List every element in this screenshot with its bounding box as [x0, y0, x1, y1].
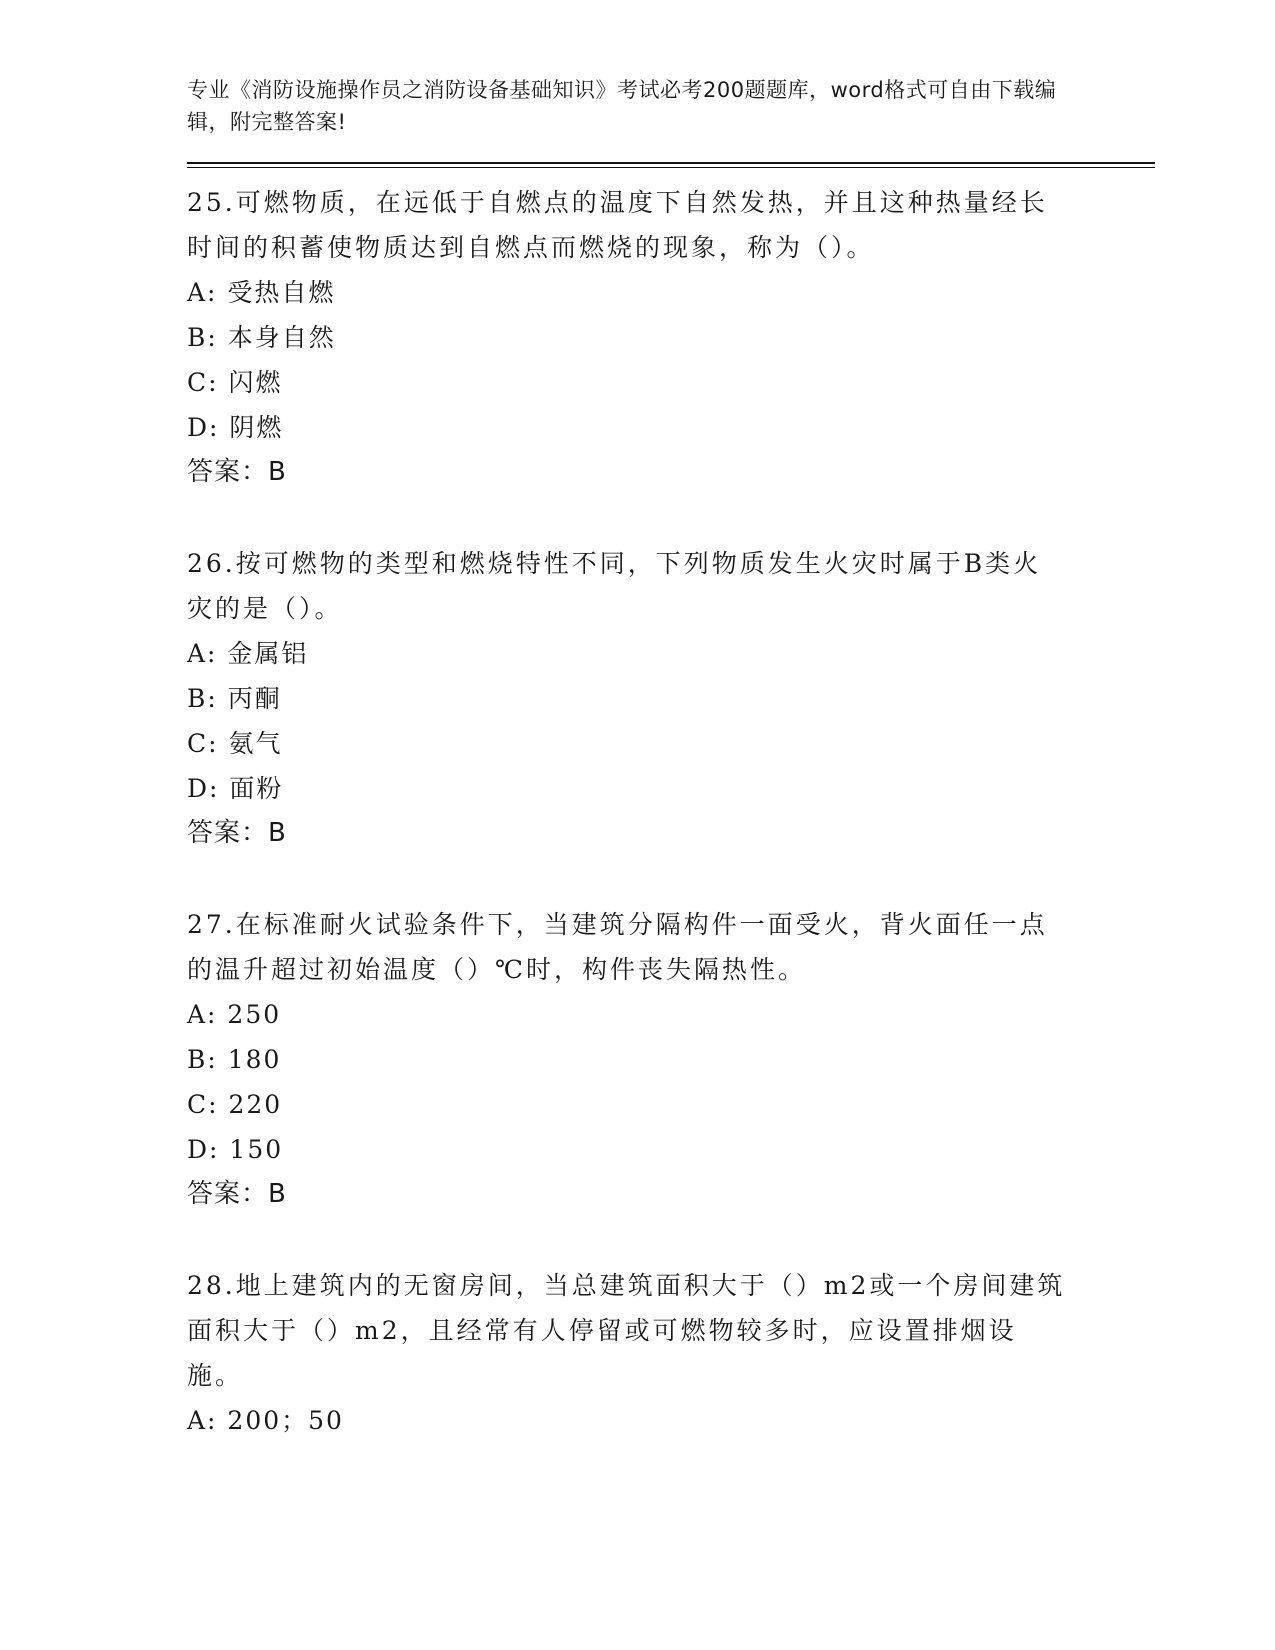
option-b: B: 本身自然	[187, 323, 336, 352]
option-a: A: 250	[187, 1000, 282, 1029]
question-26	[187, 541, 1157, 856]
answer: 答案：B	[187, 818, 287, 848]
option-a: A: 200；50	[187, 1406, 344, 1435]
option-c: C: 闪燃	[187, 368, 283, 397]
question-25	[187, 180, 1157, 495]
answer: 答案：B	[187, 1179, 287, 1209]
answer: 答案：B	[187, 457, 287, 487]
question-28	[187, 1263, 1157, 1443]
header-divider-thin	[187, 167, 1155, 168]
option-c: C: 氨气	[187, 729, 283, 758]
option-d: D: 150	[187, 1135, 284, 1164]
document-header: 专业《消防设施操作员之消防设备基础知识》考试必考200题题库，word格式可自由下载编辑，附完整答案!	[187, 78, 1057, 134]
option-b: B: 180	[187, 1045, 282, 1074]
question-stem: 28.地上建筑内的无窗房间，当总建筑面积大于（）m2或一个房间建筑面积大于（）m2，且经常有人停留或可燃物较多时，应设置排烟设施。	[187, 1271, 1066, 1390]
option-d: D: 阴燃	[187, 413, 284, 442]
document-page	[187, 74, 1157, 1489]
option-d: D: 面粉	[187, 774, 284, 803]
question-list	[187, 180, 1157, 1443]
question-stem: 25.可燃物质，在远低于自燃点的温度下自然发热，并且这种热量经长时间的积蓄使物质达到自燃点而燃烧的现象，称为（）。	[187, 188, 1048, 262]
header-divider	[187, 162, 1155, 164]
question-stem: 26.按可燃物的类型和燃烧特性不同，下列物质发生火灾时属于B类火灾的是（）。	[187, 549, 1042, 623]
option-a: A: 受热自燃	[187, 278, 336, 307]
option-b: B: 丙酮	[187, 684, 282, 713]
question-27	[187, 902, 1157, 1217]
option-c: C: 220	[187, 1090, 283, 1119]
option-a: A: 金属铝	[187, 639, 309, 668]
question-stem: 27.在标准耐火试验条件下，当建筑分隔构件一面受火，背火面任一点的温升超过初始温度（）℃时，构件丧失隔热性。	[187, 910, 1048, 984]
